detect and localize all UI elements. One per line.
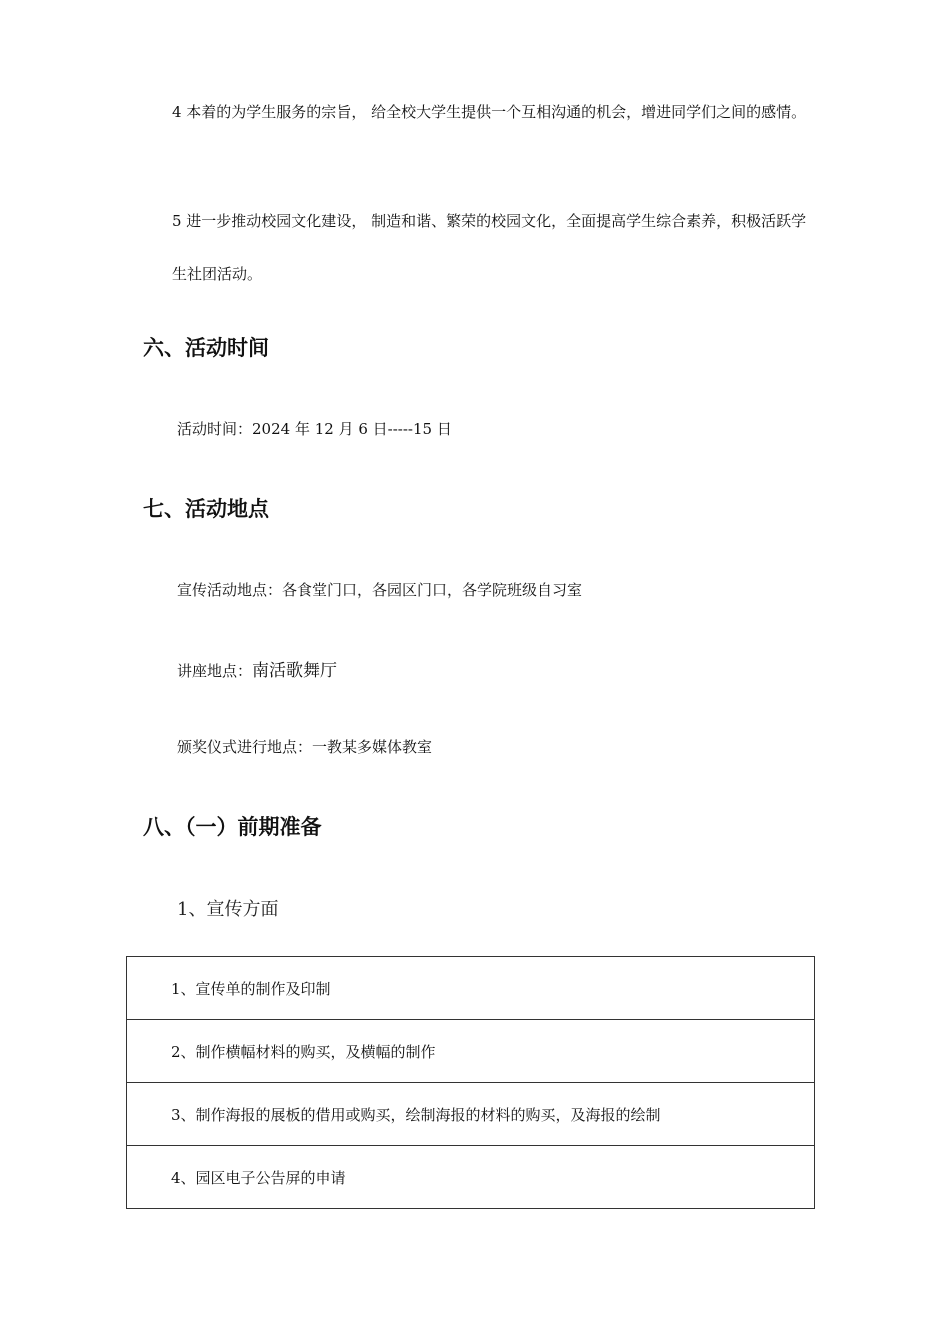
paragraph-purpose-5: 5 进一步推动校园文化建设， 制造和谐、繁荣的校园文化，全面提高学生综合素养，积极活跃学生社团活动。 xyxy=(172,212,807,283)
table-cell: 1、宣传单的制作及印制 xyxy=(127,957,815,1020)
lecture-location-label: 讲座地点： xyxy=(177,662,253,680)
table-row xyxy=(127,957,815,1020)
lecture-location xyxy=(177,656,337,681)
paragraph-purpose-4: 4 本着的为学生服务的宗旨， 给全校大学生提供一个互相沟通的机会，增进同学们之间的感情。 xyxy=(172,103,807,121)
award-location-label: 颁奖仪式进行地点： xyxy=(177,738,313,756)
award-location xyxy=(177,736,432,757)
table-cell: 2、制作横幅材料的购买，及横幅的制作 xyxy=(127,1020,815,1083)
section-heading-preparation: 八、（一）前期准备 xyxy=(143,815,322,839)
subheading-publicity: 1、宣传方面 xyxy=(177,899,279,920)
table-row xyxy=(127,1020,815,1083)
section-heading-time: 六、活动时间 xyxy=(143,336,269,360)
table-row xyxy=(127,1146,815,1209)
section-heading-place: 七、活动地点 xyxy=(143,497,269,521)
promo-location-value: 各食堂门口，各园区门口，各学院班级自习室 xyxy=(282,581,583,599)
publicity-task-table xyxy=(126,956,815,1209)
activity-time-text: 活动时间：2024 年 12 月 6 日-----15 日 xyxy=(177,420,452,438)
promo-location xyxy=(177,579,582,600)
table-row xyxy=(127,1083,815,1146)
table-cell: 3、制作海报的展板的借用或购买，绘制海报的材料的购买，及海报的绘制 xyxy=(127,1083,815,1146)
award-location-value: 一教某多媒体教室 xyxy=(312,738,433,756)
promo-location-label: 宣传活动地点： xyxy=(177,581,283,599)
lecture-location-value: 南活歌舞厅 xyxy=(252,661,338,681)
table-cell: 4、园区电子公告屏的申请 xyxy=(127,1146,815,1209)
